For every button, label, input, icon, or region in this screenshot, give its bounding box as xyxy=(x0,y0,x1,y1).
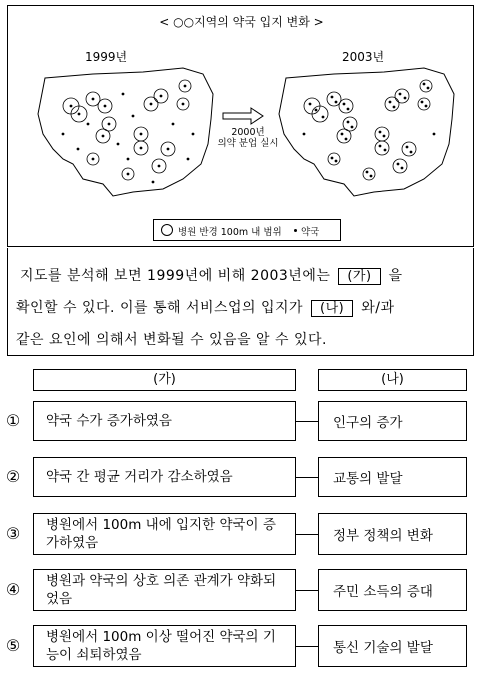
option-number[interactable]: ③ xyxy=(5,524,21,543)
passage-box xyxy=(7,248,474,356)
figure-box xyxy=(7,5,474,247)
passage-line-1-end: 을 xyxy=(388,268,403,284)
connector-line xyxy=(296,590,318,591)
map-legend xyxy=(153,219,341,241)
legend-hospital-radius-label: 병원 반경 100m 내 범위 xyxy=(178,227,282,238)
column-header-na: (나) xyxy=(318,369,467,391)
pharmacy-dot-icon xyxy=(294,229,297,232)
option-na-text: 주민 소득의 증대 xyxy=(318,569,467,611)
passage-line-2-text: 확인할 수 있다. 이를 통해 서비스업의 입지가 xyxy=(16,300,304,316)
connector-line xyxy=(296,646,318,647)
blank-na: (나) xyxy=(311,300,353,317)
arrow-label-year: 2000년 xyxy=(231,127,265,138)
figure-title: < ○○지역의 약국 입지 변화 > xyxy=(159,15,324,29)
year-1999-label: 1999년 xyxy=(85,50,128,64)
passage-line-2 xyxy=(16,297,394,317)
option-ga-text: 병원에서 100m 내에 입지한 약국이 증가하였음 xyxy=(33,513,296,555)
option-ga-text: 약국 간 평균 거리가 감소하였음 xyxy=(33,457,296,497)
option-number[interactable]: ① xyxy=(5,411,21,430)
passage-line-2-end: 와/과 xyxy=(361,300,395,316)
passage-line-1 xyxy=(20,265,403,285)
blank-ga: (가) xyxy=(338,268,380,285)
connector-line xyxy=(296,477,318,478)
option-ga-text: 병원에서 100m 이상 떨어진 약국의 기능이 쇠퇴하였음 xyxy=(33,625,296,667)
option-number[interactable]: ⑤ xyxy=(5,636,21,655)
option-na-text: 통신 기술의 발달 xyxy=(318,625,467,667)
arrow-icon xyxy=(221,106,265,126)
option-ga-text: 약국 수가 증가하였음 xyxy=(33,401,296,441)
column-header-ga: (가) xyxy=(33,369,296,391)
option-na-text: 정부 정책의 변화 xyxy=(318,513,467,555)
passage-line-1-text: 지도를 분석해 보면 1999년에 비해 2003년에는 xyxy=(20,268,331,284)
connector-line xyxy=(296,534,318,535)
map-2003 xyxy=(274,64,469,204)
connector-line xyxy=(296,421,318,422)
legend-pharmacy-label: 약국 xyxy=(301,227,320,238)
arrow-label-policy: 의약 분업 실시 xyxy=(217,138,279,149)
option-na-text: 인구의 증가 xyxy=(318,401,467,441)
option-number[interactable]: ④ xyxy=(5,580,21,599)
map-1999 xyxy=(33,64,228,204)
option-ga-text: 병원과 약국의 상호 의존 관계가 약화되었음 xyxy=(33,569,296,611)
year-2003-label: 2003년 xyxy=(342,50,385,64)
option-na-text: 교통의 발달 xyxy=(318,457,467,497)
hospital-radius-icon xyxy=(161,224,173,236)
option-number[interactable]: ② xyxy=(5,467,21,486)
passage-line-3: 같은 요인에 의해서 변화될 수 있음을 알 수 있다. xyxy=(16,332,328,348)
